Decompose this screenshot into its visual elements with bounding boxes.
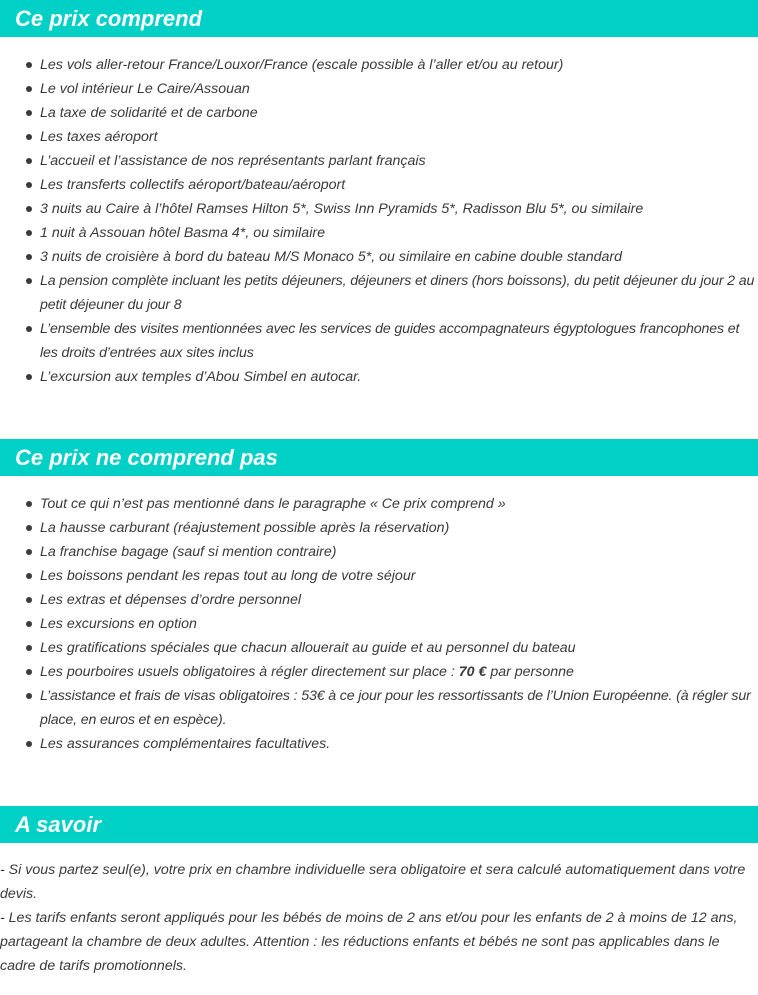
list-item-tips bbox=[0, 660, 758, 684]
to-know-paragraph-children: - Les tarifs enfants seront appliqués pour les bébés de moins de 2 ans et/ou pour les enfants de 2 à moins de 12 ans, partageant la chambre de deux adultes. Attention : les réductions enfants et bébés ne sont pas applicables dans le cadre de tarifs promotionnels. bbox=[0, 910, 738, 974]
list-item: 3 nuits au Caire à l’hôtel Ramses Hilton 5*, Swiss Inn Pyramids 5*, Radisson Blu 5*, ou similaire bbox=[0, 197, 758, 221]
list-item: La taxe de solidarité et de carbone bbox=[0, 101, 758, 125]
section-header-to-know bbox=[0, 806, 758, 843]
list-item: La hausse carburant (réajustement possible après la réservation) bbox=[0, 516, 758, 540]
list-item: Les assurances complémentaires facultatives. bbox=[0, 732, 758, 756]
list-item: 1 nuit à Assouan hôtel Basma 4*, ou similaire bbox=[0, 221, 758, 245]
tips-prefix: Les pourboires usuels obligatoires à régler directement sur place : bbox=[40, 664, 459, 680]
not-included-list bbox=[0, 492, 758, 756]
list-item: Les excursions en option bbox=[0, 612, 758, 636]
list-item: Les extras et dépenses d’ordre personnel bbox=[0, 588, 758, 612]
list-item: Les vols aller-retour France/Louxor/France (escale possible à l’aller et/ou au retour) bbox=[0, 53, 758, 77]
section-header-not-included bbox=[0, 439, 758, 476]
list-item: L’excursion aux temples d’Abou Simbel en autocar. bbox=[0, 365, 758, 389]
section-title-to-know: A savoir bbox=[15, 812, 102, 837]
list-item: Tout ce qui n’est pas mentionné dans le paragraphe « Ce prix comprend » bbox=[0, 492, 758, 516]
list-item: La franchise bagage (sauf si mention contraire) bbox=[0, 540, 758, 564]
tips-amount: 70 € bbox=[458, 664, 487, 680]
section-title-not-included: Ce prix ne comprend pas bbox=[15, 445, 278, 470]
list-item: L’assistance et frais de visas obligatoires : 53€ à ce jour pour les ressortissants de l’Union Européenne. (à régler sur place, en euros et en espèce). bbox=[0, 684, 758, 732]
list-item: Les boissons pendant les repas tout au long de votre séjour bbox=[0, 564, 758, 588]
to-know-paragraph-single: - Si vous partez seul(e), votre prix en chambre individuelle sera obligatoire et sera calculé automatiquement dans votre devis. bbox=[0, 862, 746, 902]
list-item: L’ensemble des visites mentionnées avec les services de guides accompagnateurs égyptologues francophones et les droits d’entrées aux sites inclus bbox=[0, 317, 758, 365]
list-item: Les gratifications spéciales que chacun allouerait au guide et au personnel du bateau bbox=[0, 636, 758, 660]
section-header-included bbox=[0, 0, 758, 37]
list-item: Les transferts collectifs aéroport/bateau/aéroport bbox=[0, 173, 758, 197]
to-know-text bbox=[0, 858, 758, 978]
list-item: 3 nuits de croisière à bord du bateau M/S Monaco 5*, ou similaire en cabine double standard bbox=[0, 245, 758, 269]
list-item: L’accueil et l’assistance de nos représentants parlant français bbox=[0, 149, 758, 173]
list-item: Les taxes aéroport bbox=[0, 125, 758, 149]
tips-suffix: par personne bbox=[486, 664, 574, 680]
section-title-included: Ce prix comprend bbox=[15, 6, 203, 31]
included-list bbox=[0, 53, 758, 389]
list-item: La pension complète incluant les petits déjeuners, déjeuners et diners (hors boissons), du petit déjeuner du jour 2 au petit déjeuner du jour 8 bbox=[0, 269, 758, 317]
list-item: Le vol intérieur Le Caire/Assouan bbox=[0, 77, 758, 101]
